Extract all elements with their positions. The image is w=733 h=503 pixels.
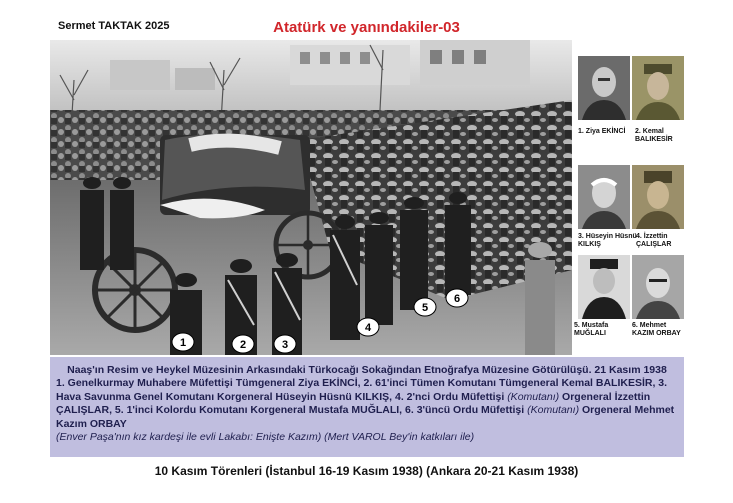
caption-note: (Enver Paşa'nın kız kardeşi ile evli Lakabı: Enişte Kazım) (Mert VAROL Bey'in katkıları ile) <box>56 431 475 443</box>
portrait-3-huseyin-husnu-kilkis <box>578 165 630 229</box>
svg-text:5: 5 <box>421 302 429 314</box>
photo-marker-5 <box>414 298 436 316</box>
portrait-6-name: Mehmet KAZIM ORBAY <box>632 322 681 337</box>
portrait-6-mehmet-kazim-orbay <box>632 255 684 319</box>
portrait-3-num: 3. <box>578 233 584 240</box>
photo-caption-box <box>50 357 684 457</box>
photo-marker-4 <box>357 318 379 336</box>
portrait-4-num: 4. <box>636 233 642 240</box>
portrait-2-name: Kemal BALIKESİR <box>635 128 673 143</box>
svg-text:1: 1 <box>179 337 187 349</box>
portrait-1-ziya-ekinci <box>578 56 630 120</box>
portrait-4-izzettin-caliskar <box>632 165 684 229</box>
footer-text: 10 Kasım Törenleri (İstanbul 16-19 Kasım 1938) (Ankara 20-21 Kasım 1938) <box>154 464 579 478</box>
caption-part-2-italic: (Komutanı) <box>527 404 580 416</box>
author-credit: Sermet TAKTAK 2025 <box>58 20 170 32</box>
portrait-6-num: 6. <box>632 322 638 329</box>
portrait-5-name: Mustafa MUĞLALI <box>574 322 609 337</box>
svg-text:3: 3 <box>281 339 289 351</box>
portrait-2-kemal-balikesir <box>632 56 684 120</box>
svg-text:6: 6 <box>453 293 461 305</box>
photo-marker-3 <box>274 335 296 353</box>
funeral-procession-photo <box>50 40 572 355</box>
caption-headline: Naaş'ın Resim ve Heykel Müzesinin Arkasındaki Türkocağı Sokağından Etnoğrafya Müzesine Götürülüşü. 21 Kasım 1938 <box>67 364 667 376</box>
photo-marker-2 <box>232 335 254 353</box>
svg-text:2: 2 <box>239 339 247 351</box>
portrait-4-name: İzzettin ÇALIŞLAR <box>636 233 672 248</box>
caption-part-1-italic: (Komutanı) <box>507 390 560 403</box>
caption-part-3: Orgeneral Mehmet Kazım ORBAY <box>56 404 675 430</box>
portrait-2-num: 2. <box>635 128 641 135</box>
portrait-5-mustafa-muglali <box>578 255 630 319</box>
caption-body <box>56 377 678 431</box>
page-title: Atatürk ve yanındakiler-03 <box>273 19 460 36</box>
caption-part-1: 1. Genelkurmay Muhabere Müfettişi Tümgeneral Ziya EKİNCİ, 2. 61'inci Tümen Komutanı Tümgeneral Kemal BALIKESİR, 3. Hava Savunma Genel Komutanı Korgeneral Hüseyin Hüsnü KILKIŞ, 4. 2'nci Ordu Müfettişi <box>56 377 668 403</box>
svg-text:4: 4 <box>364 322 372 334</box>
photo-marker-1 <box>172 333 194 351</box>
portrait-1-name: Ziya EKİNCİ <box>585 128 626 135</box>
portrait-1-num: 1. <box>578 128 584 135</box>
portrait-5-num: 5. <box>574 322 580 329</box>
photo-marker-6 <box>446 289 468 307</box>
portrait-3-name: Hüseyin Hüsnü KILKIŞ <box>578 233 637 248</box>
caption-part-2: Orgeneral İzzettin ÇALIŞLAR, 5. 1'inci Kolordu Komutanı Korgeneral Mustafa MUĞLALI, 6. 3'üncü Ordu Müfettişi <box>56 390 651 416</box>
